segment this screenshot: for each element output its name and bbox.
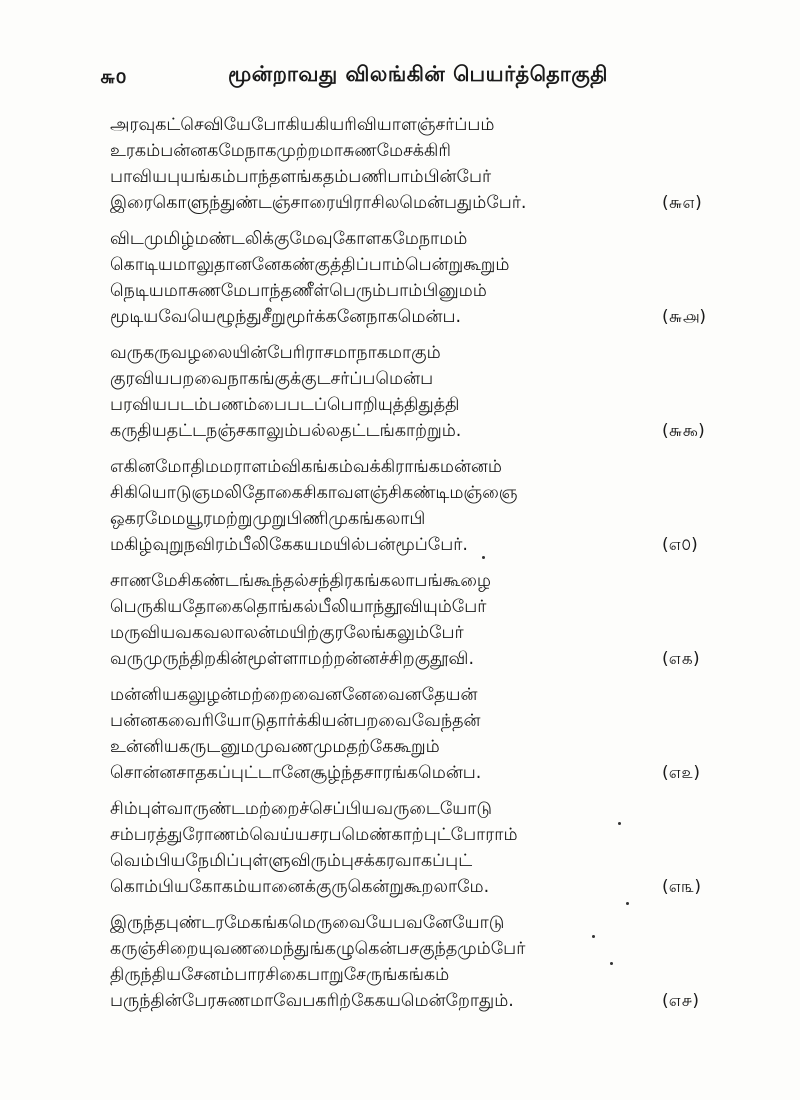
verse-70 bbox=[0, 454, 800, 568]
scan-speck bbox=[626, 902, 629, 905]
page-header bbox=[0, 58, 800, 98]
verse-line: மருவியவகவலாலன்மயிற்குரலேங்கலும்பேர் bbox=[110, 623, 464, 643]
verse-line: திருந்தியசேனம்பாரசிகைபாறுசேருங்கங்கம் bbox=[110, 965, 450, 985]
verse-line: பரவியபடம்பணம்பைபடப்பொறியுத்திதுத்தி bbox=[110, 395, 460, 415]
verse-line: வெம்பியநேமிப்புள்ளுவிரும்புசக்கரவாகப்புட் bbox=[110, 851, 473, 871]
scan-speck bbox=[610, 962, 613, 965]
verse-69 bbox=[0, 340, 800, 454]
verse-72 bbox=[0, 682, 800, 796]
verse-number: (௭௨) bbox=[662, 763, 701, 783]
verse-number: (௬௭) bbox=[662, 193, 702, 213]
verse-line: கொடியமாலுதானனேகண்குத்திப்பாம்பென்றுகூறும் bbox=[110, 255, 510, 275]
verse-number: (௭௦) bbox=[662, 535, 698, 555]
scan-speck bbox=[618, 822, 621, 825]
verse-line: சாணமேசிகண்டங்கூந்தல்சந்திரகங்கலாபங்கூழை bbox=[110, 571, 491, 591]
verse-line: கருஞ்சிறையுவணமைந்துங்கழுகென்பசகுந்தமும்பேர் bbox=[110, 939, 526, 959]
verse-line: வருகருவழலையின்பேரிராசமாநாகமாகும் bbox=[110, 343, 441, 363]
verse-line: நெடியமாசுணமேபாந்தணீள்பெரும்பாம்பினுமம் bbox=[110, 281, 487, 301]
verse-line: மூடியவேயெழூந்துசீறுமூர்க்கனேநாகமென்ப. bbox=[110, 307, 462, 327]
page-number: ௬൦ bbox=[100, 66, 126, 88]
verse-number: (௭௪) bbox=[662, 991, 700, 1011]
verse-line: உன்னியகருடனுமமுவணமுமதற்கேகூறும் bbox=[110, 737, 440, 757]
verse-line: கொம்பியகோகம்யானைக்குருகென்றுகூறலாமே. bbox=[110, 877, 490, 897]
verse-list bbox=[0, 112, 800, 1024]
scan-speck bbox=[592, 935, 595, 938]
verse-line: சம்பரத்துரோணம்வெய்யசரபமெண்காற்புட்போராம் bbox=[110, 825, 518, 845]
verse-73 bbox=[0, 796, 800, 910]
verse-line: குரவியபறவைநாகங்குக்குடசர்ப்பமென்ப bbox=[110, 369, 434, 389]
verse-line: விடமுமிழ்மண்டலிக்குமேவுகோளகமேநாமம் bbox=[110, 229, 468, 249]
verse-line: உரகம்பன்னகமேநாகமுற்றமாசுணமேசக்கிரி bbox=[110, 141, 451, 161]
verse-74 bbox=[0, 910, 800, 1024]
running-title: மூன்றாவது விலங்கின் பெயர்த்தொகுதி bbox=[228, 62, 608, 86]
verse-line: பருந்தின்பேரசுணமாவேபகரிற்கேகயமென்றோதும். bbox=[110, 991, 514, 1011]
verse-67 bbox=[0, 112, 800, 226]
verse-line: வருமுருந்திறகின்மூள்ளாமற்றன்னச்சிறகுதூவி. bbox=[110, 649, 475, 669]
verse-number: (௭௩) bbox=[662, 877, 701, 897]
scan-speck bbox=[482, 556, 485, 559]
verse-line: மன்னியகலுழன்மற்றைவைனனேவைனதேயன் bbox=[110, 685, 478, 705]
verse-line: இருந்தபுண்டரமேகங்கமெருவையேபவனேயோடு bbox=[110, 913, 505, 933]
verse-71 bbox=[0, 568, 800, 682]
verse-number: (௬௯) bbox=[662, 421, 705, 441]
verse-line: சொன்னசாதகப்புட்டானேசூழ்ந்தசாரங்கமென்ப. bbox=[110, 763, 482, 783]
verse-line: சிம்புள்வாருண்டமற்றைச்செப்பியவருடையோடு bbox=[110, 799, 493, 819]
verse-line: பாவியபுயங்கம்பாந்தளங்கதம்பணிபாம்பின்பேர் bbox=[110, 167, 492, 187]
verse-line: பெருகியதோகைதொங்கல்பீலியாந்தூவியும்பேர் bbox=[110, 597, 487, 617]
verse-line: பன்னகவைரியோடுதார்க்கியன்பறவைவேந்தன் bbox=[110, 711, 481, 731]
verse-line: ஒகரமேமயூரமற்றுமுறுபிணிமுகங்கலாபி bbox=[110, 509, 426, 529]
verse-line: அரவுகட்செவியேபோகியகியரிவியாளஞ்சர்ப்பம் bbox=[110, 115, 495, 135]
verse-line: மகிழ்வுறுநவிரம்பீலிகேகயமயில்பன்மூப்பேர். bbox=[110, 535, 468, 555]
verse-68 bbox=[0, 226, 800, 340]
verse-line: இரைகொளுந்துண்டஞ்சாரையிராசிலமென்பதும்பேர். bbox=[110, 193, 527, 213]
verse-number: (௬௮) bbox=[662, 307, 706, 327]
verse-number: (௭௧) bbox=[662, 649, 700, 669]
verse-line: கருதியதட்டநஞ்சகாலும்பல்லதட்டங்காற்றும். bbox=[110, 421, 462, 441]
verse-line: எகினமோதிமமராளம்விகங்கம்வக்கிராங்கமன்னம் bbox=[110, 457, 502, 477]
verse-line: சிகியொடுஞமலிதோகைசிகாவளஞ்சிகண்டிமஞ்ஞை bbox=[110, 483, 518, 503]
